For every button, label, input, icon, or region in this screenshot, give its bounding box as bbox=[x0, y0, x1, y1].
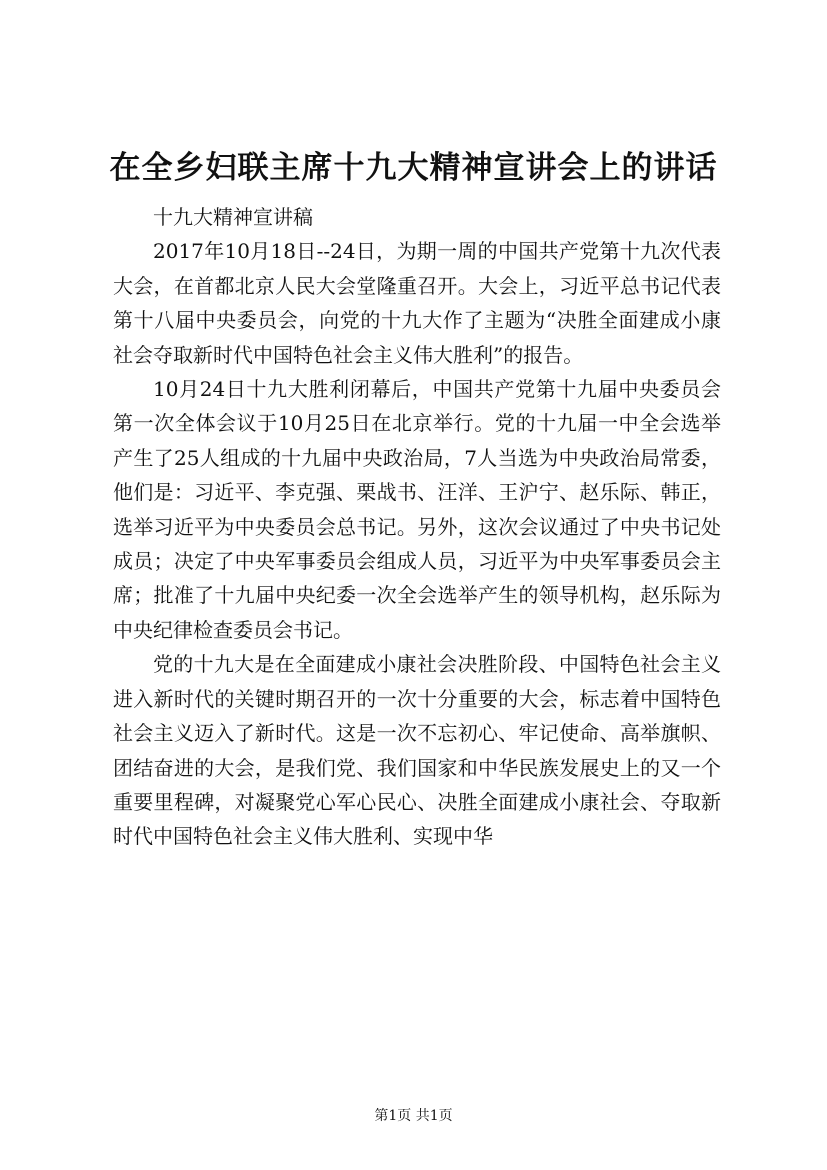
document-title: 在全乡妇联主席十九大精神宣讲会上的讲话 bbox=[109, 150, 718, 186]
paragraph-3: 党的十九大是在全面建成小康社会决胜阶段、中国特色社会主义进入新时代的关键时期召开的一次十分重要的大会，标志着中国特色社会主义迈入了新时代。这是一次不忘初心、牢记使命、高举旗帜、团结奋进的大会，是我们党、我们国家和中华民族发展史上的又一个重要里程碑，对凝聚党心军心民心、决胜全面建成小康社会、夺取新时代中国特色社会主义伟大胜利、实现中华 bbox=[113, 652, 721, 849]
document-body bbox=[113, 200, 721, 854]
document-subtitle: 十九大精神宣讲稿 bbox=[153, 205, 313, 229]
paragraph-1: 2017年10月18日--24日，为期一周的中国共产党第十九次代表大会，在首都北京人民大会堂隆重召开。大会上，习近平总书记代表第十八届中央委员会，向党的十九大作了主题为“决胜全面建成小康社会夺取新时代中国特色社会主义伟大胜利”的报告。 bbox=[113, 239, 721, 367]
paragraph-2: 10月24日十九大胜利闭幕后，中国共产党第十九届中央委员会第一次全体会议于10月25日在北京举行。党的十九届一中全会选举产生了25人组成的十九届中央政治局，7人当选为中央政治局常委，他们是：习近平、李克强、栗战书、汪洋、王沪宁、赵乐际、韩正，选举习近平为中央委员会总书记。另外，这次会议通过了中央书记处成员；决定了中央军事委员会组成人员，习近平为中央军事委员会主席；批准了十九届中央纪委一次全会选举产生的领导机构，赵乐际为中央纪律检查委员会书记。 bbox=[113, 377, 721, 642]
page-footer: 第1页 共1页 bbox=[374, 1108, 453, 1124]
